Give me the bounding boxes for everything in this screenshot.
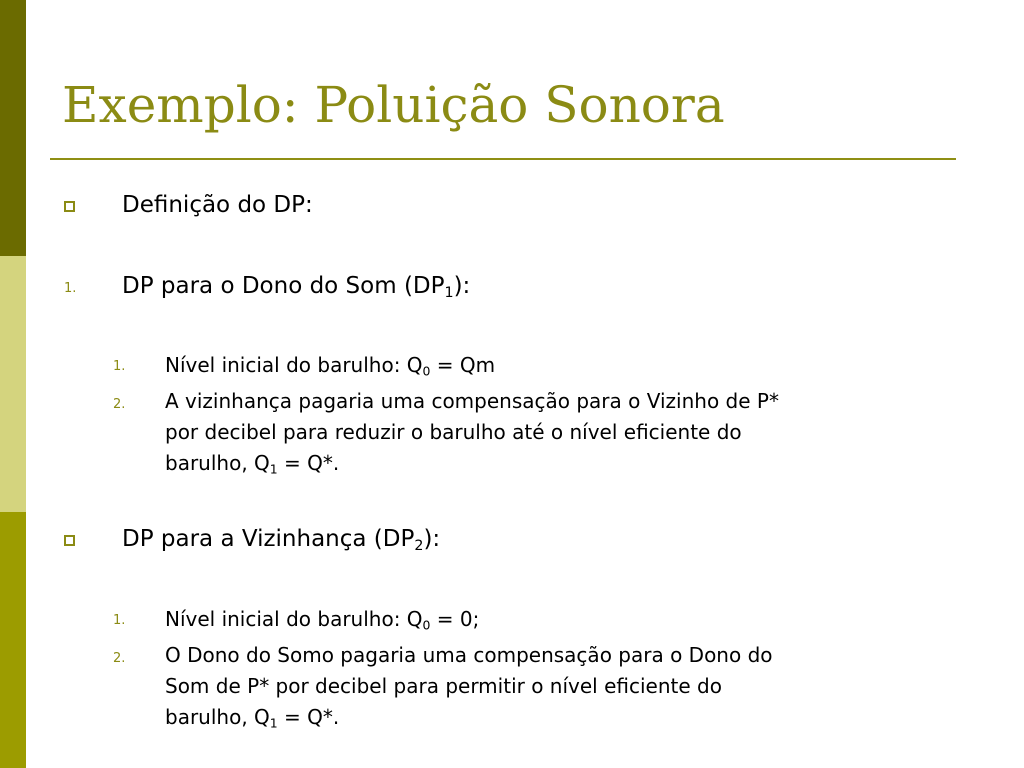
list-number: 2. [113,397,126,412]
bullet-dp-vizinhanca: DP para a Vizinhança $(DP_2)$: [122,526,441,554]
list-item-vizinhanca-pagaria-line3: barulho, $Q_1 = Q*$. [165,451,340,477]
list-number: 1. [113,613,126,628]
list-item-dono-pagaria-line1: O Dono do Somo pagaria uma compensação para o Dono do [165,643,773,667]
bullet-definicao: Definição do DP: [122,192,313,218]
square-bullet-icon [64,535,75,546]
title-divider [50,158,956,160]
list-item-nivel-inicial-2: Nível inicial do barulho: $Q_0 = 0$; [165,607,480,633]
list-item-dp-dono-som: DP para o Dono do Som $(DP_1)$: [122,273,471,301]
list-number: 1. [64,281,77,296]
list-item-vizinhanca-pagaria-line2: por decibel para reduzir o barulho até o nível eficiente do [165,420,742,444]
decorative-bar-top [0,0,26,256]
decorative-bar-bottom [0,512,26,768]
list-item-vizinhanca-pagaria-line1: A vizinhança pagaria uma compensação para o Vizinho de P* [165,389,779,413]
list-number: 1. [113,359,126,374]
list-item-nivel-inicial: Nível inicial do barulho: $Q_0 = Qm$ [165,353,496,379]
list-item-dono-pagaria-line2: Som de P* por decibel para permitir o nível eficiente do [165,674,722,698]
decorative-bar-middle [0,256,26,512]
slide-title: Exemplo: Poluição Sonora [62,76,725,134]
square-bullet-icon [64,201,75,212]
list-item-dono-pagaria-line3: barulho, $Q_1 = Q*$. [165,705,340,731]
list-number: 2. [113,651,126,666]
